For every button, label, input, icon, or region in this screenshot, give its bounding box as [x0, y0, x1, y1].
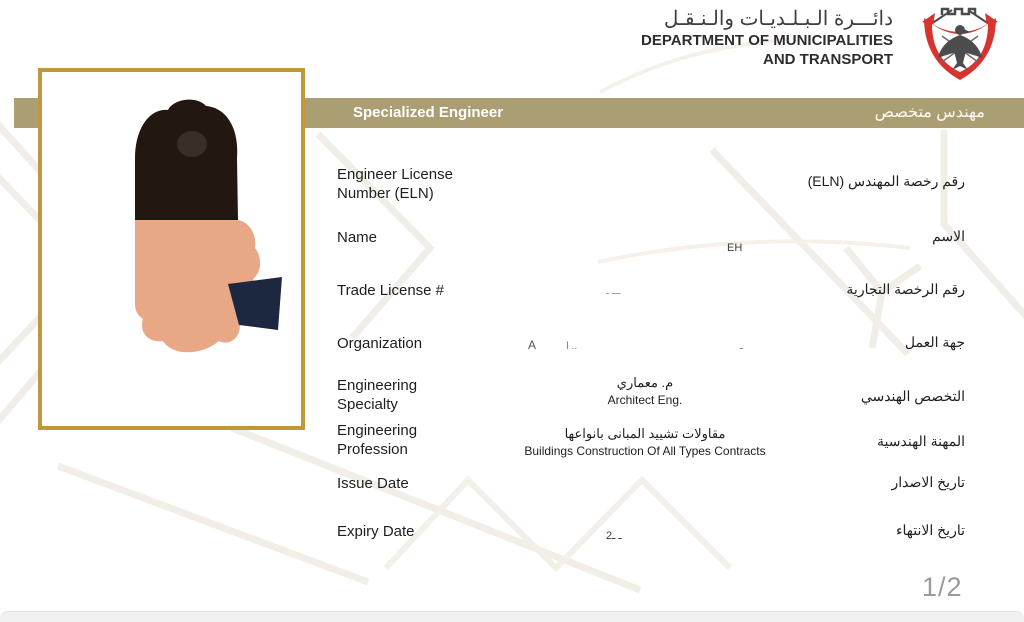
person-photo	[42, 72, 301, 426]
field-label-name-arabic: الاسم	[932, 228, 965, 244]
field-label-expiry-date: Expiry Date	[337, 523, 415, 540]
field-label-name: Name	[337, 229, 378, 246]
field-value-organization-remnant: ـ	[740, 341, 743, 352]
field-label-engineering-profession-arabic: المهنة الهندسية	[877, 433, 965, 449]
field-value-organization-remnant: A	[528, 338, 537, 352]
field-value-profession-english: Buildings Construction Of All Types Contracts	[524, 444, 766, 458]
field-value-trade-license-remnant: ـــ ـ	[606, 286, 621, 297]
field-value-engineering-profession	[450, 424, 840, 459]
field-label-expiry-date-arabic: تاريخ الانتهاء	[895, 522, 965, 538]
bottom-sheet-handle[interactable]	[0, 611, 1024, 622]
field-label-engineering-profession: Engineering Profession	[337, 422, 418, 458]
field-label-engineering-specialty: Engineering Specialty	[337, 377, 418, 413]
field-value-name-remnant: EH	[727, 242, 743, 254]
field-label-issue-date-arabic: تاريخ الاصدار	[891, 474, 965, 490]
field-value-specialty-arabic: م. معماري	[616, 375, 674, 390]
abu-dhabi-emblem-icon	[908, 4, 1012, 86]
field-value-engineering-specialty	[450, 373, 840, 408]
department-name-english-line1: DEPARTMENT OF MUNICIPALITIES	[641, 32, 893, 49]
field-label-eln-arabic: رقم رخصة المهندس (ELN)	[807, 173, 965, 189]
field-label-organization-arabic: جهة العمل	[904, 334, 965, 350]
field-value-profession-arabic: مقاولات تشييد المبانى بانواعها	[564, 426, 726, 441]
field-label-eln: Engineer License Number (ELN)	[337, 166, 453, 202]
license-type-title-en: Specialized Engineer	[353, 104, 504, 121]
field-label-issue-date: Issue Date	[337, 475, 409, 492]
page-indicator: 1/2	[922, 572, 963, 602]
license-photo-frame	[38, 68, 305, 430]
field-value-expiry-date-remnant: ـ ـ2	[606, 530, 622, 542]
department-name-english-line2: AND TRANSPORT	[763, 51, 893, 68]
field-label-trade-license: Trade License #	[337, 282, 445, 299]
field-value-specialty-english: Architect Eng.	[607, 393, 683, 407]
field-label-engineering-specialty-arabic: التخصص الهندسي	[860, 388, 965, 404]
license-type-title-ar: مهندس متخصص	[874, 104, 985, 121]
field-label-trade-license-arabic: رقم الرخصة التجارية	[846, 281, 965, 297]
field-value-organization-remnant: ا ..	[566, 341, 578, 352]
field-label-organization: Organization	[337, 335, 423, 352]
department-name-arabic: دائـــرة الـبـلـديـات والـنـقـل	[663, 8, 893, 30]
